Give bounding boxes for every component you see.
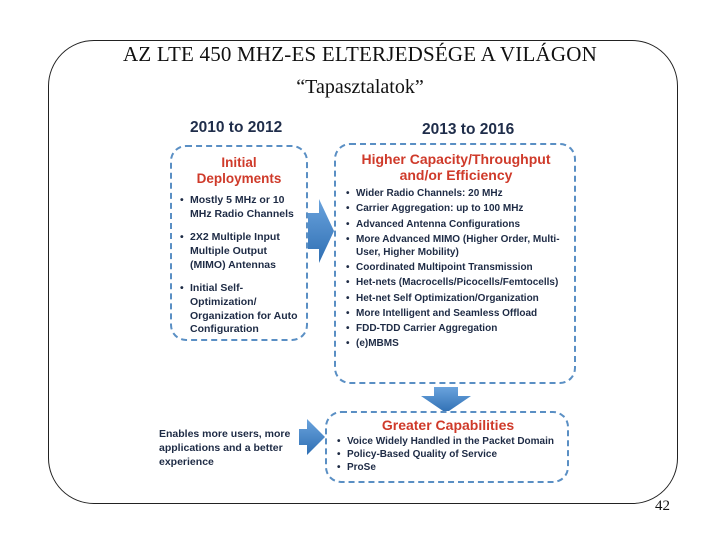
list-item: • Carrier Aggregation: up to 100 MHz — [346, 202, 566, 215]
greater-capabilities-title: Greater Capabilities — [381, 417, 515, 433]
slide-title: AZ LTE 450 MHZ-ES ELTERJEDSÉGE A VILÁGON — [123, 42, 597, 66]
greater-capabilities-box — [325, 411, 569, 483]
higher-capacity-list — [346, 187, 566, 350]
period-left: 2010 to 2012 — [190, 119, 283, 136]
list-item: • Initial Self-Optimization/ Organization for Auto Configuration — [180, 282, 298, 337]
lte-evolution-diagram — [157, 113, 580, 488]
list-item: • Wider Radio Channels: 20 MHz — [346, 187, 566, 200]
period-right: 2013 to 2016 — [422, 121, 515, 138]
higher-capacity-box — [334, 143, 576, 384]
list-item: • ProSe — [337, 461, 559, 474]
list-item: • Coordinated Multipoint Transmission — [346, 261, 566, 274]
page-number: 42 — [655, 498, 670, 514]
initial-deployments-list — [180, 194, 298, 337]
initial-deployments-title: Initial Deployments — [196, 155, 282, 186]
left-arrow — [299, 419, 325, 455]
right-arrow — [308, 199, 334, 263]
higher-capacity-title: Higher Capacity/Throughput and/or Efficiency — [361, 151, 551, 184]
list-item: • More Advanced MIMO (Higher Order, Multi-User, Higher Mobility) — [346, 233, 566, 259]
list-item: • Het-nets (Macrocells/Picocells/Femtocells) — [346, 276, 566, 289]
list-item: • Policy-Based Quality of Service — [337, 448, 559, 461]
list-item: • More Intelligent and Seamless Offload — [346, 307, 566, 320]
list-item: • Mostly 5 MHz or 10 MHz Radio Channels — [180, 194, 298, 221]
slide-subtitle: “Tapasztalatok” — [296, 76, 424, 98]
list-item: • Advanced Antenna Configurations — [346, 218, 566, 231]
list-item: • 2X2 Multiple Input Multiple Output (MIMO) Antennas — [180, 231, 298, 272]
list-item: • Het-net Self Optimization/Organization — [346, 292, 566, 305]
list-item: • Voice Widely Handled in the Packet Domain — [337, 435, 559, 448]
outcome-text: Enables more users, more applications and a better experience — [159, 428, 291, 469]
down-arrow — [421, 387, 471, 413]
initial-deployments-box — [170, 145, 308, 341]
list-item: • (e)MBMS — [346, 337, 566, 350]
list-item: • FDD-TDD Carrier Aggregation — [346, 322, 566, 335]
greater-capabilities-list — [337, 435, 559, 474]
